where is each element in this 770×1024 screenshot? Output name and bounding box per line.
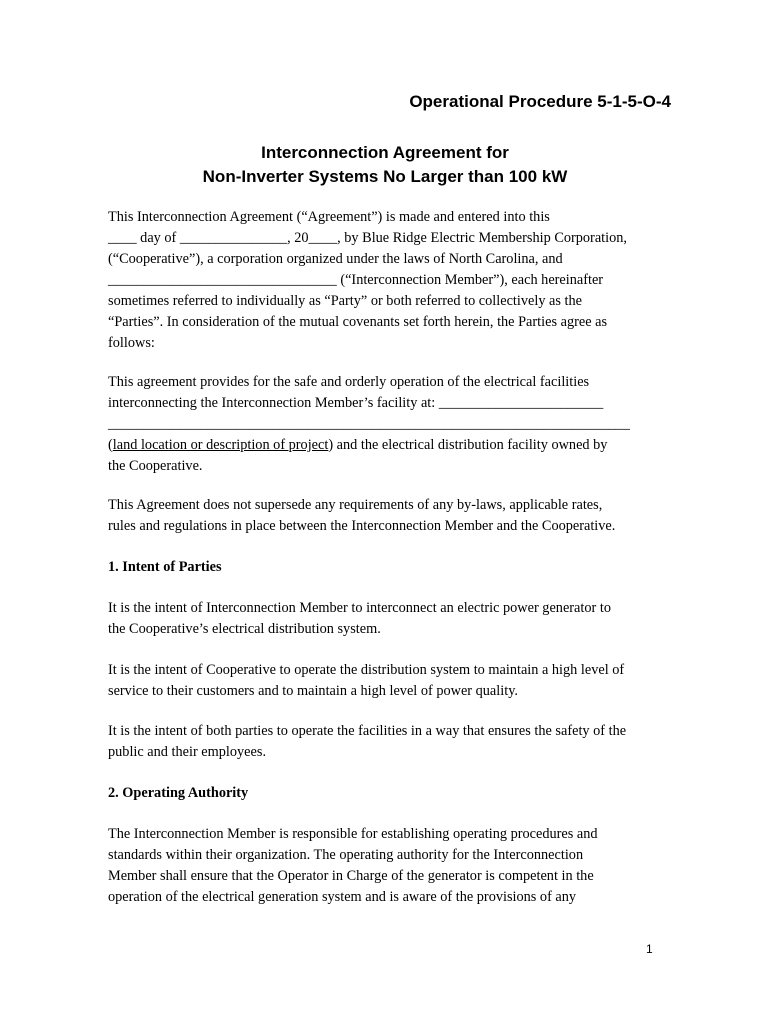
section-1-paragraph bbox=[108, 598, 668, 640]
section-2-line: Member shall ensure that the Operator in Charge of the generator is competent in the bbox=[108, 868, 594, 884]
supersede-line: rules and regulations in place between the Interconnection Member and the Cooperative. bbox=[108, 518, 616, 534]
section-1-line: public and their employees. bbox=[108, 744, 267, 760]
facility-line-suffix: ) and the electrical distribution facility owned by bbox=[328, 437, 608, 453]
section-1-paragraph bbox=[108, 660, 668, 702]
facility-line-prefix: ( bbox=[108, 437, 113, 453]
section-1-line: It is the intent of Interconnection Member to interconnect an electric power generator to bbox=[108, 600, 611, 616]
section-2-line: operation of the electrical generation system and is aware of the provisions of any bbox=[108, 889, 577, 905]
intro-line: ____ day of _______________, 20____, by Blue Ridge Electric Membership Corporation, bbox=[108, 230, 627, 246]
section-1-line: It is the intent of Cooperative to operate the distribution system to maintain a high level of bbox=[108, 662, 625, 678]
section-1-line: service to their customers and to maintain a high level of power quality. bbox=[108, 683, 518, 699]
facility-line: the Cooperative. bbox=[108, 458, 203, 474]
section-1-paragraph bbox=[108, 721, 668, 763]
intro-paragraph bbox=[108, 207, 668, 354]
section-2-paragraph bbox=[108, 824, 668, 908]
facility-line: This agreement provides for the safe and orderly operation of the electrical facilities bbox=[108, 374, 590, 390]
intro-line: sometimes referred to individually as “Party” or both referred to collectively as the bbox=[108, 293, 583, 309]
project-location-field-label: land location or description of project bbox=[112, 437, 329, 453]
section-1-title: 1. Intent of Parties bbox=[108, 559, 222, 575]
page-number: 1 bbox=[646, 942, 653, 956]
section-2-line: standards within their organization. The operating authority for the Interconnection bbox=[108, 847, 584, 863]
facility-paragraph bbox=[108, 372, 668, 477]
section-2-title: 2. Operating Authority bbox=[108, 785, 249, 801]
intro-line: “Parties”. In consideration of the mutual covenants set forth herein, the Parties agree as bbox=[108, 314, 608, 330]
facility-line: _________________________________________________________________________ bbox=[108, 416, 630, 432]
document-title-line-1: Interconnection Agreement for bbox=[261, 143, 509, 162]
intro-line: (“Cooperative”), a corporation organized under the laws of North Carolina, and bbox=[108, 251, 563, 267]
section-1-line: the Cooperative’s electrical distribution system. bbox=[108, 621, 381, 637]
facility-line: interconnecting the Interconnection Member’s facility at: _______________________ bbox=[108, 395, 604, 411]
supersede-line: This Agreement does not supersede any requirements of any by-laws, applicable rates, bbox=[108, 497, 603, 513]
intro-line: ________________________________ (“Interconnection Member”), each hereinafter bbox=[108, 272, 604, 288]
intro-line: This Interconnection Agreement (“Agreement”) is made and entered into this bbox=[108, 209, 550, 225]
supersede-paragraph bbox=[108, 495, 668, 537]
section-1-line: It is the intent of both parties to operate the facilities in a way that ensures the safety of the bbox=[108, 723, 627, 739]
intro-line: follows: bbox=[108, 335, 155, 351]
section-2-line: The Interconnection Member is responsible for establishing operating procedures and bbox=[108, 826, 598, 842]
facility-line bbox=[108, 435, 668, 456]
document-id: Operational Procedure 5-1-5-O-4 bbox=[409, 92, 671, 111]
document-title-line-2: Non-Inverter Systems No Larger than 100 kW bbox=[202, 167, 568, 186]
